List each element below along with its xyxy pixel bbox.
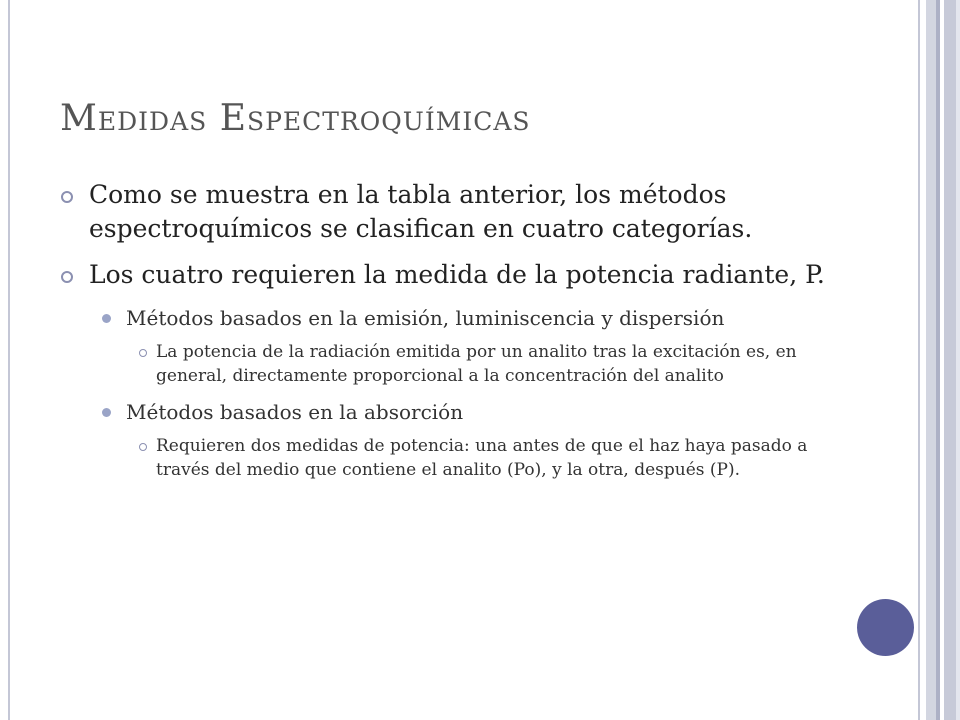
frame-right-line xyxy=(918,0,920,720)
frame-right-stripe xyxy=(926,0,936,720)
ring-bullet-icon xyxy=(61,271,73,283)
sub-bullet-item xyxy=(58,398,858,426)
frame-right-stripe xyxy=(944,0,956,720)
frame-right-stripe xyxy=(936,0,940,720)
dot-bullet-icon xyxy=(102,408,111,417)
frame-right-stripe xyxy=(956,0,960,720)
sub-bullet-text: Métodos basados en la absorción xyxy=(126,400,464,424)
bullet-list xyxy=(58,178,858,492)
sub-sub-bullet-text: Requieren dos medidas de potencia: una antes de que el haz haya pasado a través del medio que contiene el analito (Po), y la otra, después (P). xyxy=(156,436,808,480)
sub-sub-bullet-item xyxy=(58,434,858,482)
decorative-circle xyxy=(857,599,914,656)
sub-sub-bullet-text: La potencia de la radiación emitida por un analito tras la excitación es, en general, directamente proporcional a la concentración del analito xyxy=(156,342,797,386)
sub-sub-bullet-item xyxy=(58,340,858,388)
sub-bullet-item xyxy=(58,304,858,332)
sub-bullet-text: Métodos basados en la emisión, luminiscencia y dispersión xyxy=(126,306,725,330)
slide-title: Medidas Espectroquímicas xyxy=(60,98,531,139)
dot-bullet-icon xyxy=(102,314,111,323)
bullet-item xyxy=(58,178,858,246)
bullet-text: Como se muestra en la tabla anterior, los métodos espectroquímicos se clasifican en cuatro categorías. xyxy=(89,180,753,243)
ring-bullet-icon xyxy=(61,191,73,203)
bullet-text: Los cuatro requieren la medida de la potencia radiante, P. xyxy=(89,260,825,289)
ring-bullet-icon xyxy=(139,349,147,357)
ring-bullet-icon xyxy=(139,443,147,451)
bullet-item xyxy=(58,258,858,292)
frame-left-line xyxy=(8,0,10,720)
